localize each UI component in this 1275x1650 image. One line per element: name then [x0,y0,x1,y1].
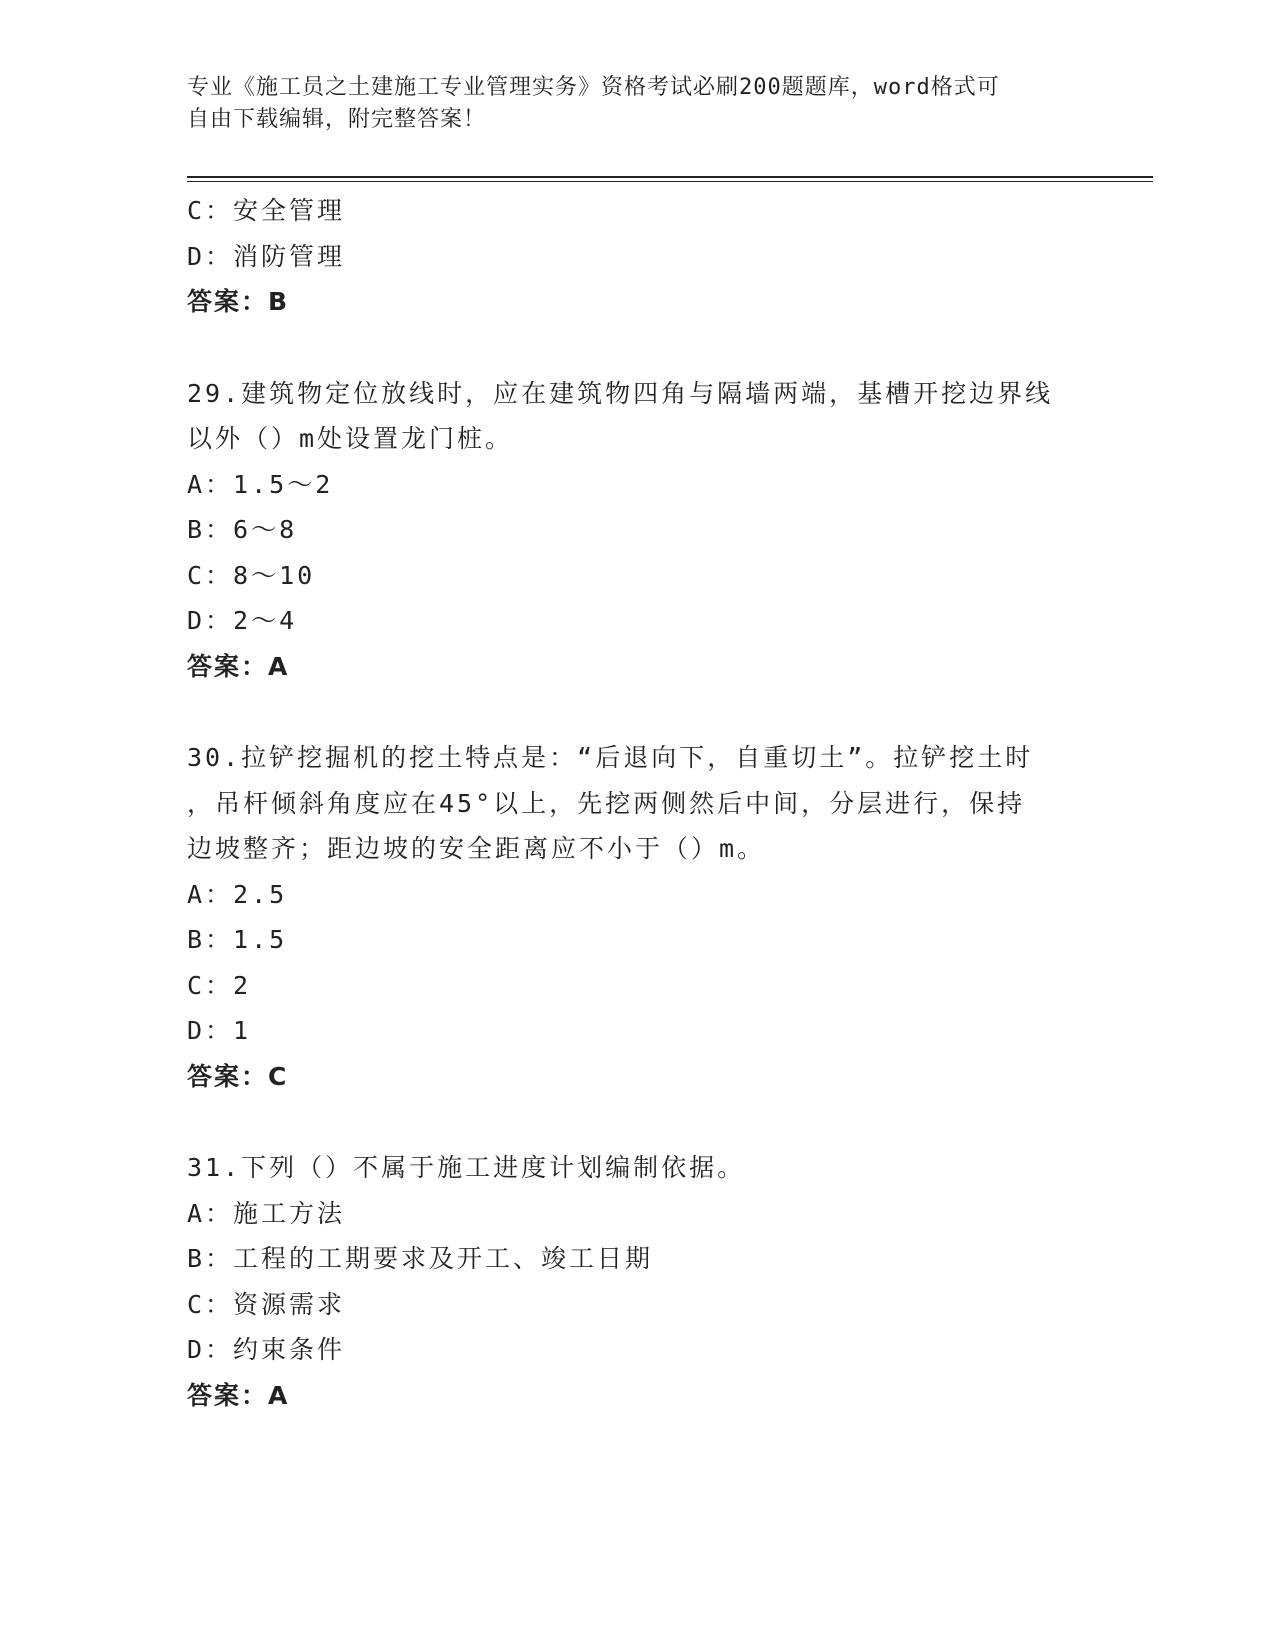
document-body [187,188,1087,1418]
option-c: C：资源需求 [187,1289,346,1319]
question-stem-line: 以外（）m处设置龙门桩。 [187,424,514,453]
option-a: A：1.5～2 [187,469,334,499]
question-spacer [187,1099,1087,1145]
option-a: A：2.5 [187,879,288,909]
question-stem-line: 29.建筑物定位放线时，应在建筑物四角与隔墙两端，基槽开挖边界线 [187,378,1054,408]
header-rule-thin [187,181,1153,182]
option-c: C：2 [187,970,252,1000]
answer-line: 答案：C [187,1061,289,1091]
option-c: C：8～10 [187,560,316,590]
question-spacer [187,689,1087,735]
header-title-line-2: 自由下载编辑，附完整答案！ [187,107,487,132]
option-d: D：1 [187,1016,252,1045]
answer-line: 答案：A [187,1380,290,1410]
option-d: D：2～4 [187,606,298,635]
header-rule-thick [187,176,1153,178]
option-b: B：工程的工期要求及开工、竣工日期 [187,1244,654,1273]
question-stem-line: 31.下列（）不属于施工进度计划编制依据。 [187,1153,746,1182]
header-title-line-1: 专业《施工员之土建施工专业管理实务》资格考试必刷200题题库，word格式可 [187,75,1000,100]
answer-line: 答案：A [187,651,290,681]
question-31 [187,1145,1087,1418]
option-d: D：约束条件 [187,1335,346,1364]
question-29 [187,371,1087,690]
option-c: C：安全管理 [187,196,346,225]
answer-line: 答案：B [187,287,290,316]
question-spacer [187,325,1087,371]
question-carryover [187,188,1087,325]
option-d: D：消防管理 [187,241,346,271]
option-b: B：1.5 [187,925,288,954]
option-b: B：6～8 [187,515,298,544]
document-header [187,72,1067,136]
question-30 [187,735,1087,1099]
option-a: A：施工方法 [187,1198,346,1228]
question-stem-line: 边坡整齐；距边坡的安全距离应不小于（）m。 [187,834,766,863]
question-stem-line: 30.拉铲挖掘机的挖土特点是：“后退向下，自重切土”。拉铲挖土时 [187,743,1034,772]
question-stem-line: ，吊杆倾斜角度应在45°以上，先挖两侧然后中间，分层进行，保持 [187,788,1026,818]
